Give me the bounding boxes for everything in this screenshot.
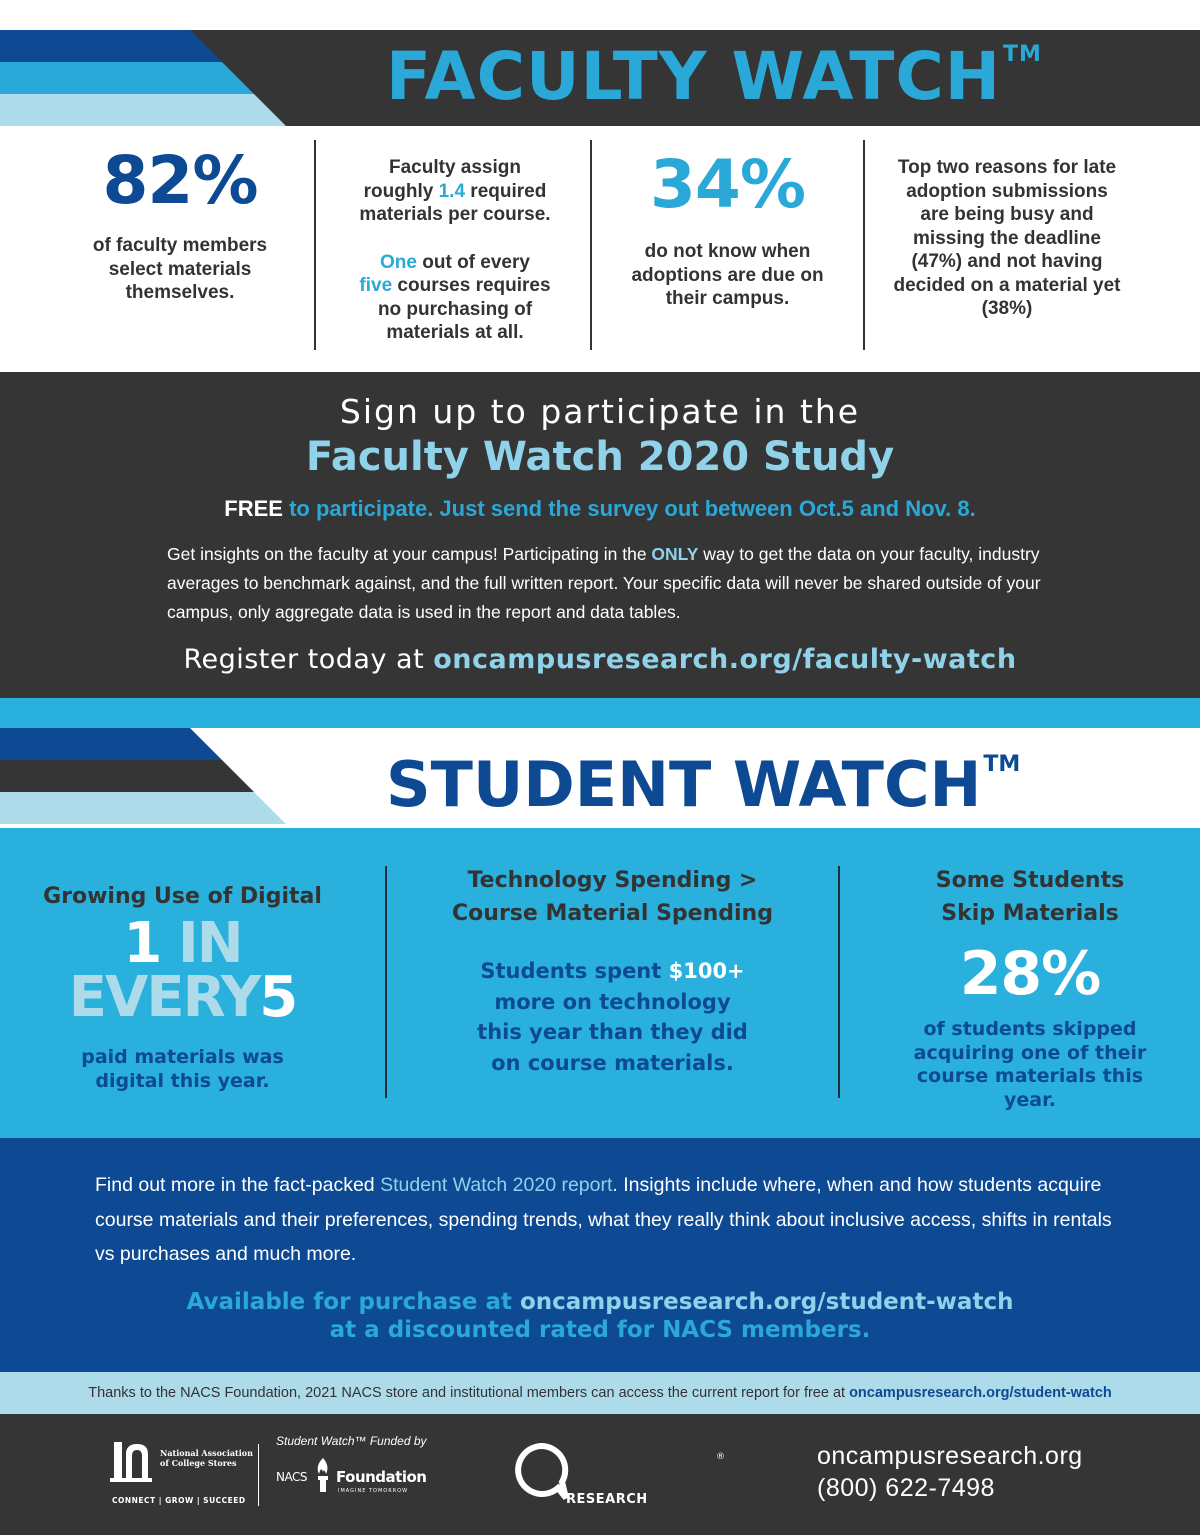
stat-big-number: 34% [650,146,805,223]
student-watch-title: STUDENT WATCH™ [386,748,1021,821]
report-availability: Available for purchase at oncampusresearch.org/student-watch at a discounted rated for NACS members. [186,1289,1014,1343]
signup-description: Get insights on the faculty at your campus! Participating in the ONLY way to get the data on your faculty, industry averages to benchmark against, and the full written report. Your specific data will never be shared outside of your campus, only aggregate data is used in the report and data tables. [167,544,1041,622]
divider [590,140,592,350]
stat-technology-spending [425,864,800,1078]
stat-heading: Technology Spending > Course Material Spending [452,868,773,926]
stat-text: paid materials was digital this year. [81,1046,284,1092]
report-description: Find out more in the fact-packed Student Watch 2020 report. Insights include where, when and how students acquire course materials and their preferences, spending trends, what they really think about inclusive access, shifts in rentals vs purchases and much more. [95,1174,1112,1265]
phone-number: (800) 622-7498 [817,1474,995,1502]
signup-free-note: FREE to participate. Just send the survey out between Oct.5 and Nov. 8. [224,496,976,521]
stat-big-number: 28% [959,939,1101,1009]
stat-82-percent [70,126,290,305]
register-line: Register today at oncampusresearch.org/faculty-watch [183,644,1017,675]
stat-skip-materials [880,864,1180,1112]
stat-late-adoption-reasons [892,126,1122,321]
thanks-note: Thanks to the NACS Foundation, 2021 NACS store and institutional members can access the current report for free at oncampusresearch.org/student-watch [0,1372,1200,1414]
student-watch-report [0,1138,1200,1372]
nacs-tagline: CONNECT | GROW | SUCCEED [112,1496,246,1505]
stat-34-percent [620,126,835,311]
nacs-foundation-logo: NACS Foundation IMAGINE TOMORROW [276,1456,426,1500]
stat-materials-per-course [330,126,580,345]
stat-heading: Growing Use of Digital [43,884,322,909]
student-watch-link[interactable]: oncampusresearch.org/student-watch [519,1289,1014,1315]
faculty-watch-title: FACULTY WATCH™ [386,38,1042,115]
website-link[interactable]: oncampusresearch.org [817,1442,1083,1470]
stat-text: of faculty members select materials themselves. [92,235,268,303]
oncampus-research-logo: RESEARCH [510,1440,670,1510]
footer-contact [817,1440,1083,1504]
divider [838,866,840,1098]
thanks-link[interactable]: oncampusresearch.org/student-watch [849,1385,1112,1401]
registered-mark: ® [716,1452,725,1462]
divider [385,866,387,1098]
footer-divider [258,1444,259,1506]
stat-text-secondary: One out of every five courses requires no purchasing of materials at all. [359,251,551,343]
nacs-building-icon [110,1440,156,1482]
header-stripes-graphic [0,30,300,126]
faculty-watch-signup [0,372,1200,698]
nacs-full-name: National Association of College Stores [160,1448,253,1468]
faculty-stats-row [0,126,1200,372]
stat-text: Faculty assign roughly 1.4 required materials per course. [359,157,551,225]
faculty-watch-header [0,30,1200,126]
signup-study-title: Faculty Watch 2020 Study [305,434,895,480]
stat-text: Students spent $100+ more on technology this year than they did on course materials. [477,959,748,1075]
divider [863,140,865,350]
stat-heading: Some Students Skip Materials [935,868,1125,926]
signup-heading: Sign up to participate in the [339,392,861,431]
faculty-watch-link[interactable]: oncampusresearch.org/faculty-watch [433,644,1017,675]
stat-big-number: 1 IN EVERY5 [68,911,297,1030]
student-stats-row [0,828,1200,1138]
divider [314,140,316,350]
stat-text: of students skipped acquiring one of their course materials this year. [913,1018,1147,1111]
speech-bubble-icon [510,1440,574,1504]
stat-digital-use [30,880,335,1093]
nacs-logo [110,1440,253,1510]
stat-text: Top two reasons for late adoption submissions are being busy and missing the deadline (47%) and not having decided on a material yet (38%) [893,157,1121,319]
footer [0,1414,1200,1535]
stat-big-number: 82% [102,142,258,219]
torch-icon [312,1456,334,1496]
stat-text: do not know when adoptions are due on their campus. [631,241,824,309]
funded-by-label: Student Watch™ Funded by [276,1434,427,1448]
